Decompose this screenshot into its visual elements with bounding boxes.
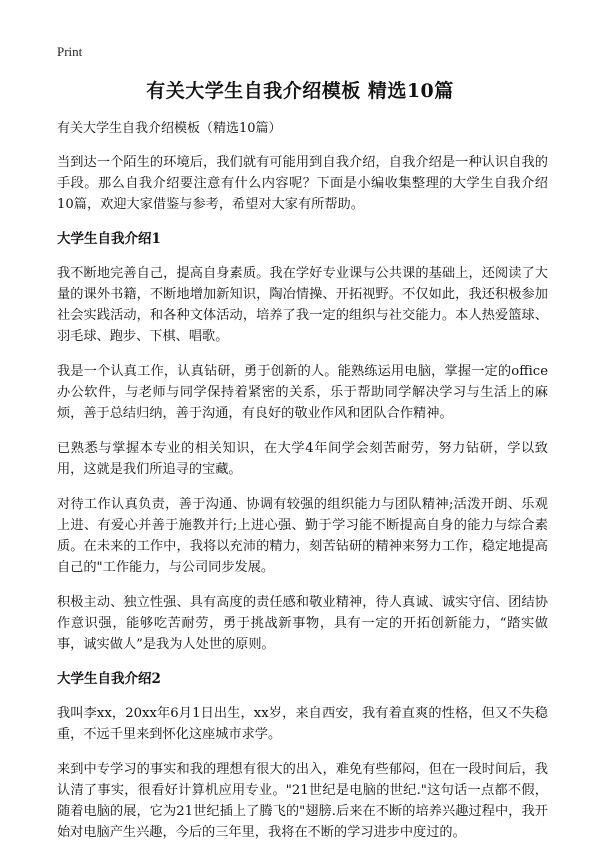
intro-paragraph: 当到达一个陌生的环境后，我们就有可能用到自我介绍，自我介绍是一种认识自我的手段。那么自我介绍要注意有什么内容呢？下面是小编收集整理的大学生自我介绍10篇，欢迎大家借鉴与参考，希望对大家有所帮助。 <box>57 155 548 212</box>
document-body <box>57 120 548 857</box>
section-2-paragraph-2: 来到中专学习的事实和我的理想有很大的出入，难免有些郁闷，但在一段时间后，我认清了事实，很看好计算机应用专业。"21世纪是电脑的世纪."这句话一点都不假，随着电脑的展，它为21世纪插上了腾飞的"翅膀.后来在不断的培养兴趣过程中，我开始对电脑产生兴趣，今后的三年里，我将在不断的学习进步中度过的。 <box>57 762 548 840</box>
section-heading-1: 大学生自我介绍1 <box>57 231 161 247</box>
section-heading-2: 大学生自我介绍2 <box>57 671 161 687</box>
section-1-paragraph-1: 我不断地完善自己，提高自身素质。我在学好专业课与公共课的基础上，还阅读了大量的课外书籍，不断地增加新知识，陶冶情操、开拓视野。不仅如此，我还积极参加社会实践活动，和各种文体活动，培养了我一定的组织与社交能力。本人热爱篮球、羽毛球、跑步、下棋、唱歌。 <box>57 266 548 344</box>
section-1-paragraph-2: 我是一个认真工作，认真钻研，勇于创新的人。能熟练运用电脑，掌握一定的office办公软件，与老师与同学保持着紧密的关系，乐于帮助同学解决学习与生活上的麻烦，善于总结归纳，善于沟通，有良好的敬业作风和团队合作精神。 <box>57 364 548 421</box>
section-1-paragraph-4: 对待工作认真负责，善于沟通、协调有较强的组织能力与团队精神;活泼开朗、乐观上进、有爱心并善于施教并行;上进心强、勤于学习能不断提高自身的能力与综合素质。在未来的工作中，我将以充沛的精力，刻苦钻研的精神来努力工作，稳定地提高自己的"工作能力，与公司同步发展。 <box>57 497 548 575</box>
page-title: 有关大学生自我介绍模板 精选10篇 <box>146 80 454 102</box>
section-1-paragraph-5: 积极主动、独立性强、具有高度的责任感和敬业精神，待人真诚、诚实守信、团结协作意识强，能够吃苦耐劳，勇于挑战新事物，具有一定的开拓创新能力，“踏实做事，诚实做人”是我为人处世的原则。 <box>57 595 548 652</box>
section-2-paragraph-1: 我叫李xx，20xx年6月1日出生，xx岁，来自西安，我有着直爽的性格，但又不失稳重，不远千里来到怀化这座城市求学。 <box>57 706 548 742</box>
document-subtitle: 有关大学生自我介绍模板（精选10篇） <box>57 121 282 136</box>
section-1-paragraph-3: 已熟悉与掌握本专业的相关知识，在大学4年间学会刻苦耐劳，努力钻研，学以致用，这就是我们所追寻的宝藏。 <box>57 441 548 477</box>
print-link[interactable]: Print <box>57 44 83 59</box>
